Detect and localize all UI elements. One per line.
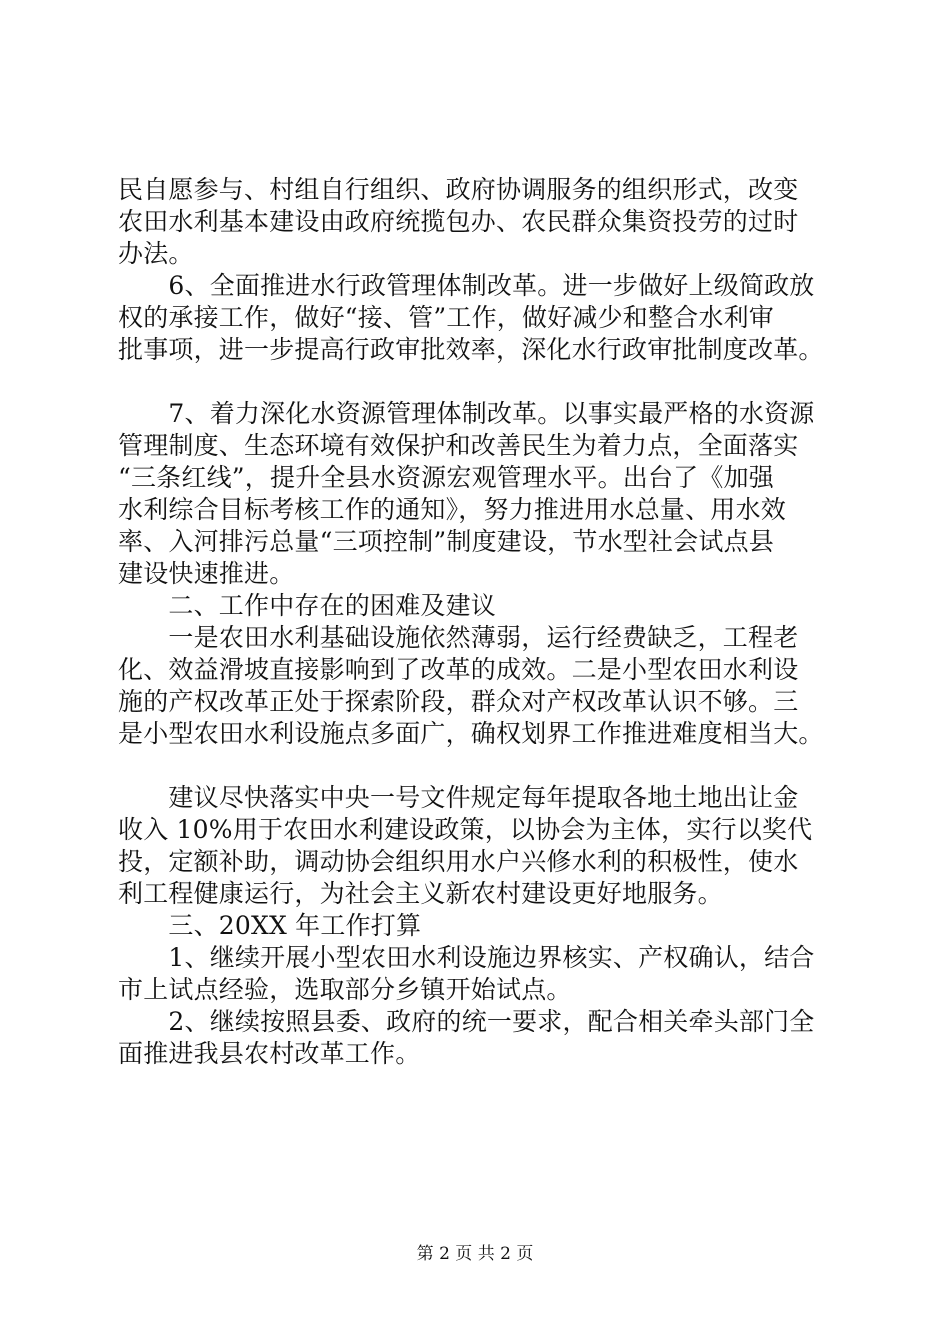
text-line: 利工程健康运行，为社会主义新农村建设更好地服务。 (118, 879, 723, 908)
text-line: 建设快速推进。 (118, 559, 295, 588)
text-line: 批事项，进一步提高行政审批效率，深化水行政审批制度改革。 (118, 335, 824, 364)
text-line: 水利综合目标考核工作的通知》，努力推进用水总量、用水效 (118, 495, 786, 524)
section-heading: 二、工作中存在的困难及建议 (118, 591, 497, 620)
text-line: 权的承接工作，做好“接、管”工作，做好减少和整合水利审 (118, 303, 774, 332)
text-line: 率、入河排污总量“三项控制”制度建设，节水型社会试点县 (118, 527, 774, 556)
text-line: 一是农田水利基础设施依然薄弱，运行经费缺乏，工程老 (118, 623, 799, 652)
text-line: 化、效益滑坡直接影响到了改革的成效。二是小型农田水利设 (118, 655, 799, 684)
section-heading: 三、20XX 年工作打算 (118, 911, 422, 940)
text-line: 6、全面推进水行政管理体制改革。进一步做好上级简政放 (118, 271, 815, 300)
text-line: 施的产权改革正处于探索阶段，群众对产权改革认识不够。三 (118, 687, 799, 716)
text-line: 2、继续按照县委、政府的统一要求，配合相关牵头部门全 (118, 1007, 815, 1036)
text-line: 农田水利基本建设由政府统揽包办、农民群众集资投劳的过时 (118, 207, 799, 236)
page-number-footer: 第 2 页 共 2 页 (416, 1244, 534, 1264)
text-line: 收入 10%用于农田水利建设政策，以协会为主体，实行以奖代 (118, 815, 813, 844)
text-line: 投，定额补助，调动协会组织用水户兴修水利的积极性，使水 (118, 847, 799, 876)
text-line: 市上试点经验，选取部分乡镇开始试点。 (118, 975, 572, 1004)
text-line: “三条红线”，提升全县水资源宏观管理水平。出台了《加强 (118, 463, 774, 492)
text-line: 是小型农田水利设施点多面广，确权划界工作推进难度相当大。 (118, 719, 824, 748)
text-line: 建议尽快落实中央一号文件规定每年提取各地土地出让金 (118, 783, 799, 812)
text-line: 民自愿参与、村组自行组织、政府协调服务的组织形式，改变 (118, 175, 799, 204)
text-line: 面推进我县农村改革工作。 (118, 1039, 421, 1068)
text-line: 1、继续开展小型农田水利设施边界核实、产权确认，结合 (118, 943, 815, 972)
text-line: 办法。 (118, 239, 194, 268)
text-line: 管理制度、生态环境有效保护和改善民生为着力点，全面落实 (118, 431, 799, 460)
text-line: 7、着力深化水资源管理体制改革。以事实最严格的水资源 (118, 399, 815, 428)
